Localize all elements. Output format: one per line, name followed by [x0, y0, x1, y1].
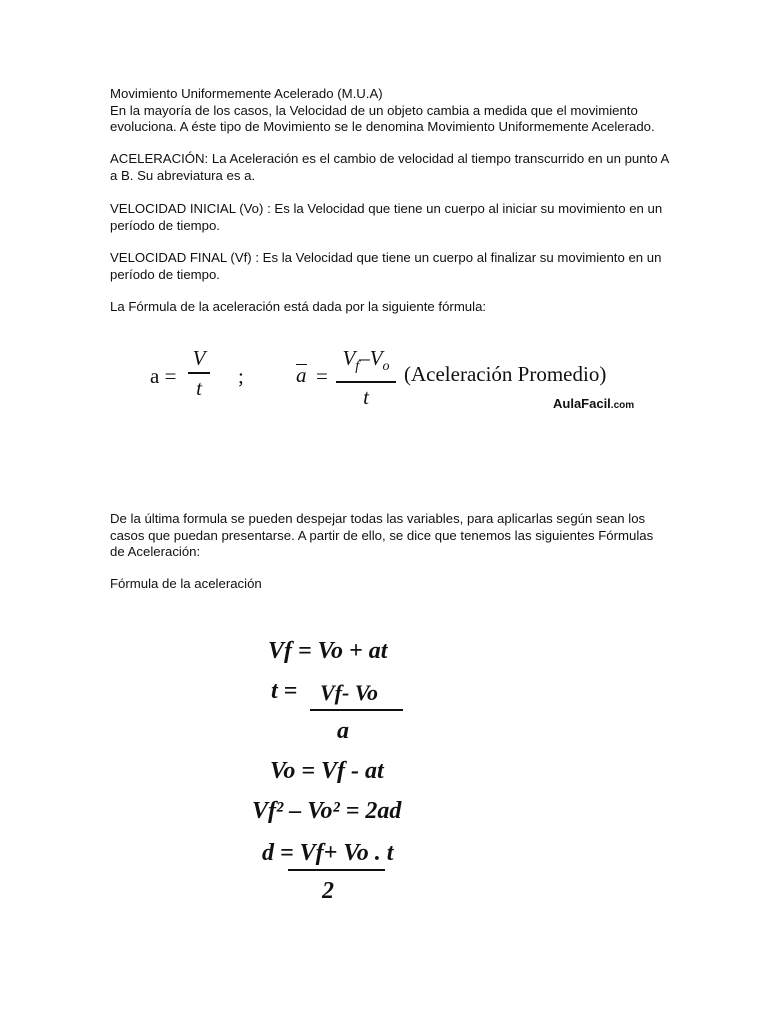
formula-lhs: a = [150, 364, 177, 388]
average-acceleration-symbol: a [296, 363, 307, 387]
watermark-text: AulaFacil [553, 396, 611, 411]
fraction-bar [336, 381, 396, 383]
equation-vf: Vf = Vo + at [268, 638, 388, 664]
kinematics-formulas-image [240, 630, 440, 910]
average-acceleration-label: (Aceleración Promedio) [404, 362, 607, 386]
fraction-denominator-t: t [363, 384, 369, 409]
formula-heading-text: Fórmula de la aceleración [110, 576, 262, 591]
minus-vo-symbol: –V [359, 346, 383, 370]
fraction-bar [188, 372, 210, 374]
equation-t-numerator: Vf- Vo [320, 680, 379, 705]
subscript-o: o [382, 359, 390, 375]
equation-vf-squared: Vf² – Vo² = 2ad [252, 798, 402, 824]
subscript-f: f [355, 359, 360, 375]
document-body-top [110, 86, 670, 136]
despeje-paragraph [110, 511, 670, 561]
vf-symbol: V [342, 346, 356, 370]
despeje-text: De la última formula se pueden despejar todas las variables, para aplicarlas según sean los casos que puedan presentarse. A partir de ello, se dice que tenemos las siguientes Fórmulas de Aceleración: [110, 511, 654, 560]
fraction-v-over-t [188, 346, 210, 400]
aulafacil-watermark [553, 396, 634, 411]
velocidad-inicial-definition [110, 201, 670, 234]
equation-t-lhs: t = [271, 678, 298, 704]
velocidad-final-definition [110, 250, 670, 283]
equation-t-denominator: a [337, 718, 349, 744]
intro-paragraph: En la mayoría de los casos, la Velocidad de un objeto cambia a medida que el movimiento evoluciona. A éste tipo de Movimiento se le denomina Movimiento Uniformemente Acelerado. [110, 102, 655, 135]
equation-d-denominator: 2 [322, 878, 334, 904]
equation-vo: Vo = Vf - at [270, 758, 384, 784]
fraction-numerator-vf-vo [342, 346, 389, 379]
formula-separator: ; [238, 364, 244, 388]
acceleration-formula-image [150, 344, 658, 414]
formula-intro [110, 299, 670, 316]
equation-d-fraction-bar [288, 869, 385, 871]
velocidad-final-text: VELOCIDAD FINAL (Vf) : Es la Velocidad que tiene un cuerpo al finalizar su movimiento en un período de tiempo. [110, 250, 662, 282]
aceleracion-text: ACELERACIÓN: La Aceleración es el cambio de velocidad al tiempo transcurrido en un punto A a B. Su abreviatura es a. [110, 151, 669, 183]
velocidad-inicial-text: VELOCIDAD INICIAL (Vo) : Es la Velocidad que tiene un cuerpo al iniciar su movimiento en un período de tiempo. [110, 201, 663, 233]
aceleracion-definition [110, 151, 670, 184]
fraction-vf-minus-vo-over-t [336, 346, 396, 409]
formula-equals: = [316, 364, 328, 388]
fraction-numerator: V [192, 346, 206, 370]
formula-heading [110, 576, 670, 593]
watermark-suffix: .com [610, 400, 635, 411]
formula-intro-text: La Fórmula de la aceleración está dada por la siguiente fórmula: [110, 299, 487, 314]
document-title: Movimiento Uniformemente Acelerado (M.U.A) [110, 86, 383, 101]
equation-t-fraction-bar [310, 709, 403, 711]
fraction-denominator: t [196, 375, 202, 400]
equation-d-numerator: d = Vf+ Vo . t [262, 840, 394, 866]
